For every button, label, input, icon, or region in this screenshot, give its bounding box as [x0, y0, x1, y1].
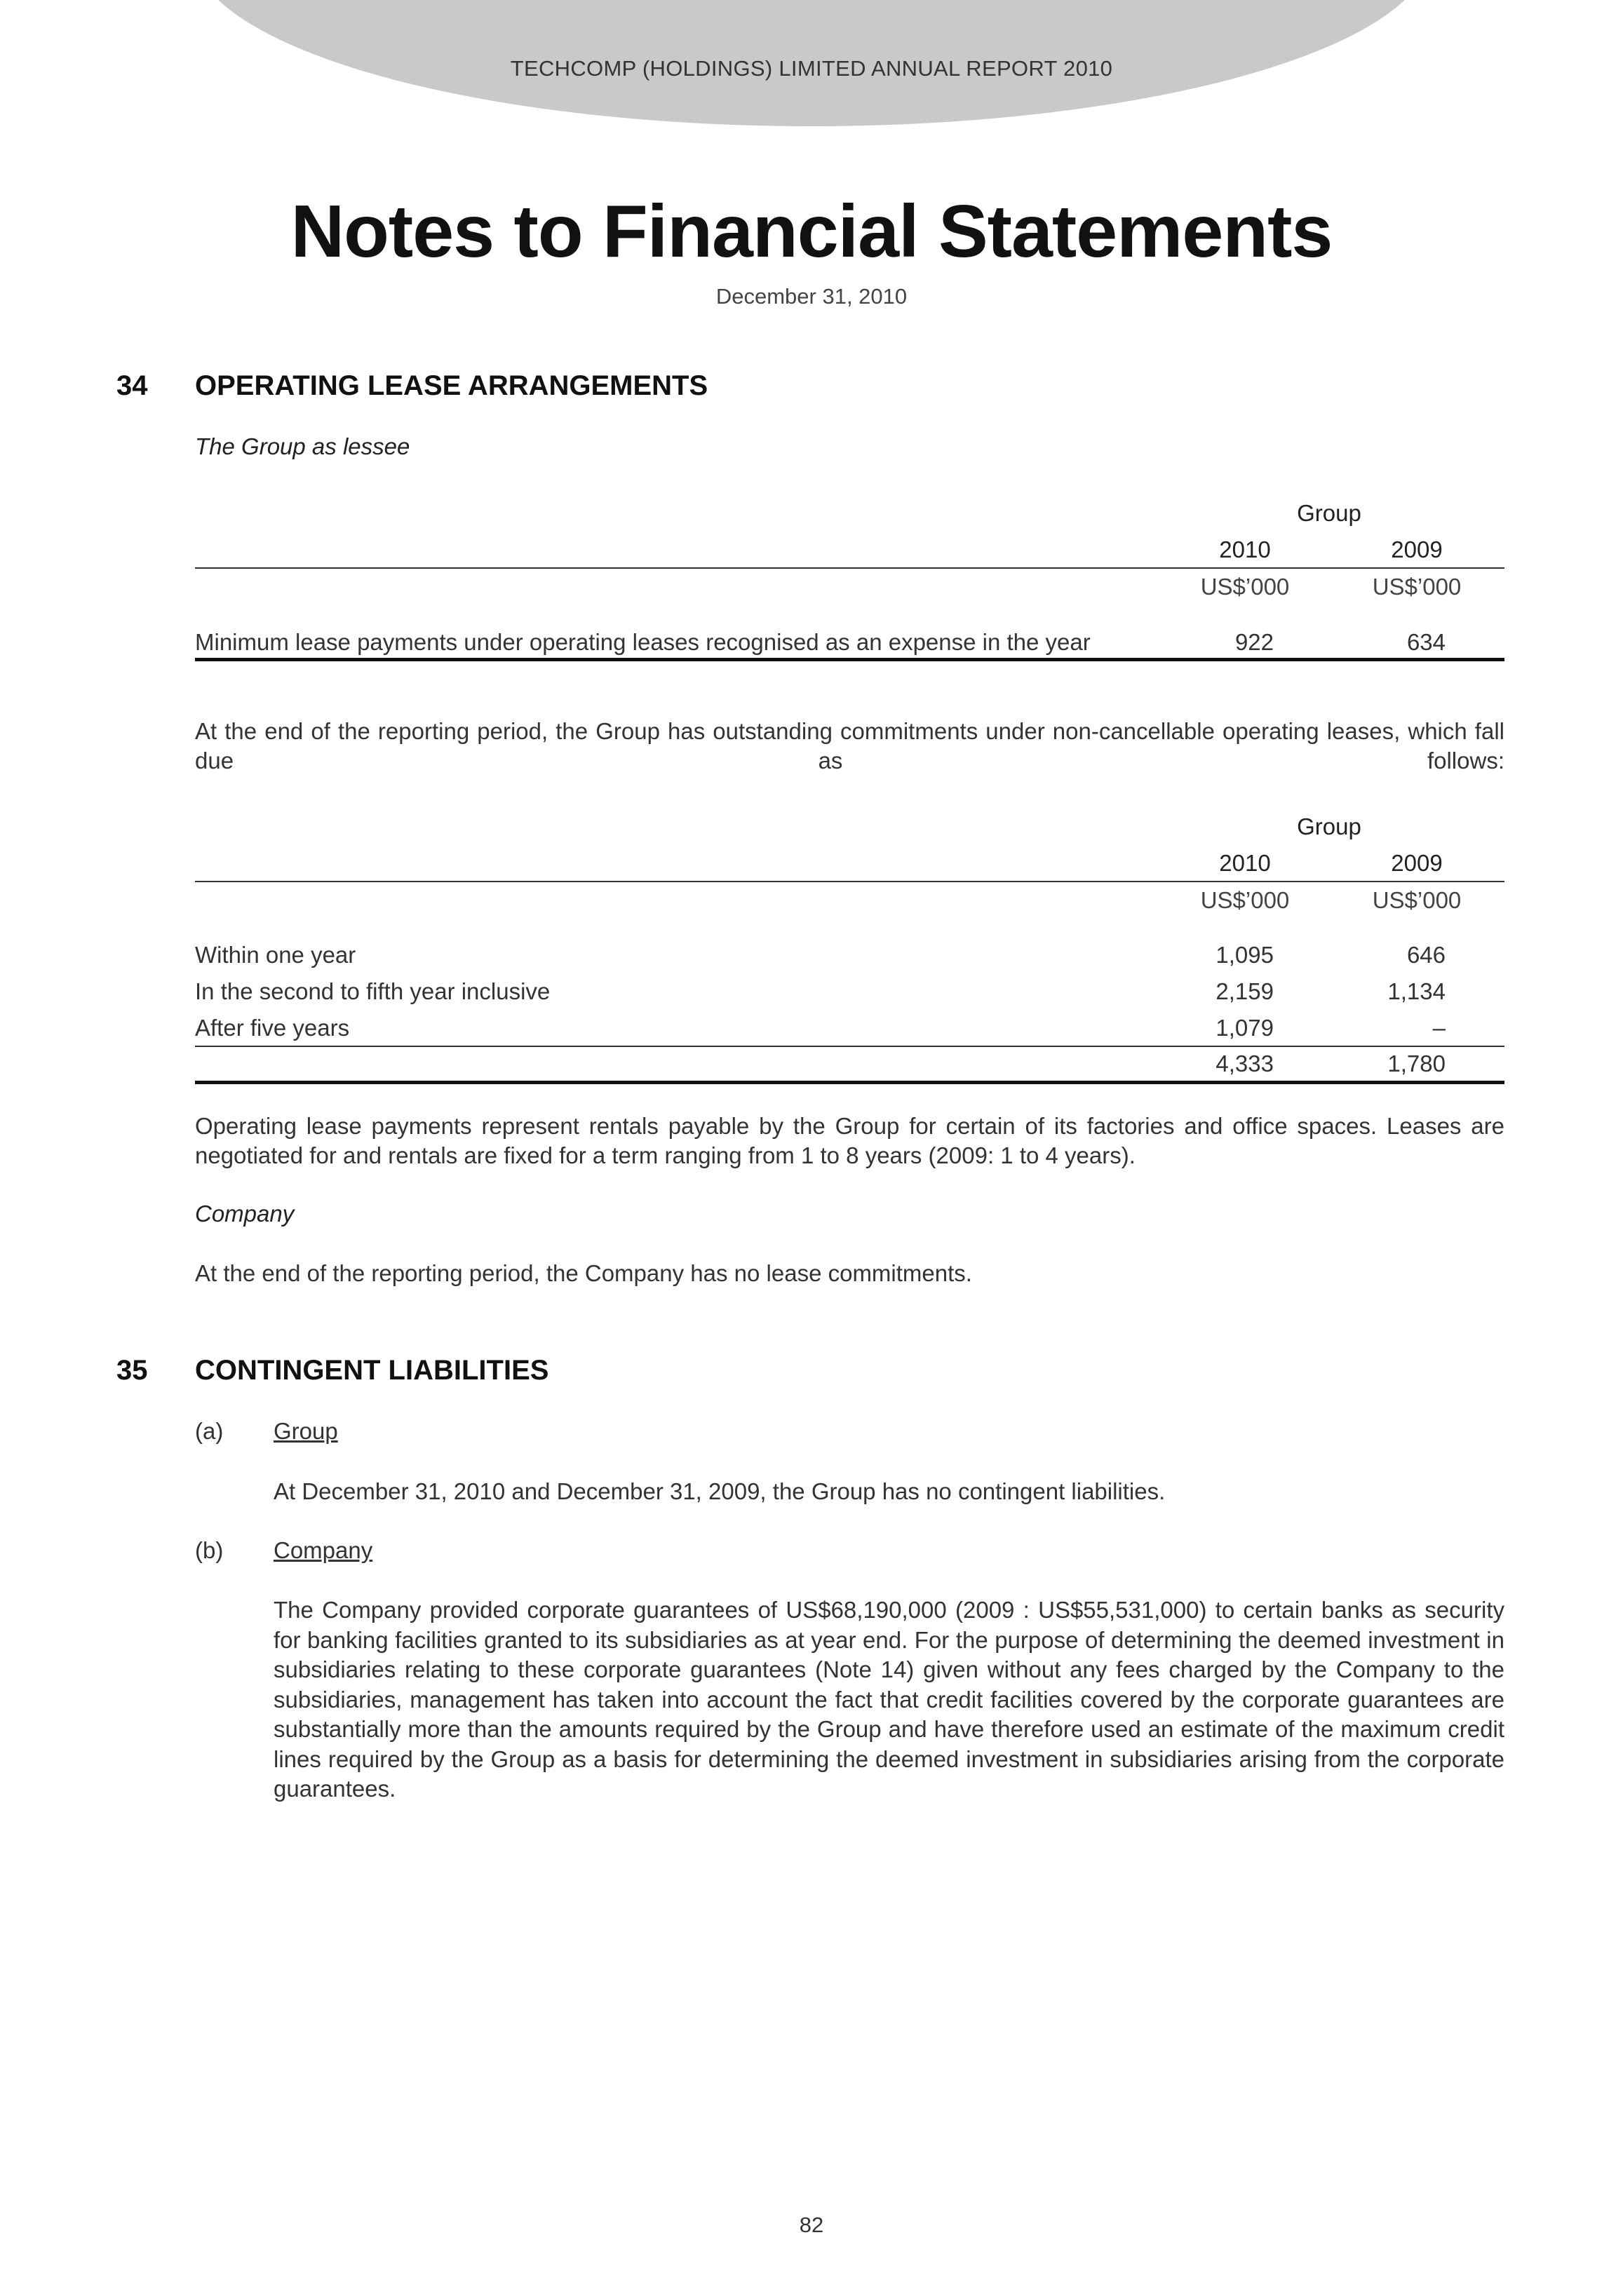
- table2-row-label: Within one year: [195, 942, 356, 968]
- table2-row-value-2009: –: [1432, 1015, 1446, 1041]
- section-34-title: OPERATING LEASE ARRANGEMENTS: [195, 370, 708, 401]
- commitments-intro-paragraph: At the end of the reporting period, the Group has outstanding commitments under non-cancellable operating leases, which fall due as follows:: [195, 718, 1504, 774]
- table2-row-label: In the second to fifth year inclusive: [195, 978, 551, 1004]
- item-a-heading: Group: [274, 1418, 338, 1444]
- table2-row-label: After five years: [195, 1015, 350, 1041]
- table2-row-value-2009: 646: [1406, 942, 1446, 968]
- table2-row-value-2010: 1,079: [1215, 1015, 1274, 1041]
- company-heading: Company: [195, 1201, 295, 1227]
- table1-row-label: Minimum lease payments under operating leases recognised as an expense in the year: [195, 629, 1091, 655]
- table1-unit-2009: US$’000: [1372, 574, 1462, 600]
- item-b-paragraph: The Company provided corporate guarantees of US$68,190,000 (2009 : US$55,531,000) to certain banks as security for banking facilities granted to its subsidiaries as at year end. For the purpose of determining the deemed investment in subsidiaries relating to these corporate guarantees (Note 14) given without any fees charged by the Company to the subsidiaries, management has taken into account the fact that credit facilities covered by the corporate guarantees are substantially more than the amounts required by the Group and have therefore used an estimate of the maximum credit lines required by the Group as a basis for determining the deemed investment in subsidiaries arising from the corporate guarantees.: [274, 1597, 1504, 1802]
- table1-group-label: Group: [1297, 500, 1361, 526]
- table1-year-2010: 2010: [1219, 536, 1271, 562]
- page-date: December 31, 2010: [715, 284, 908, 309]
- table2-year-2009: 2009: [1391, 850, 1443, 876]
- table2-total-2010: 4,333: [1215, 1051, 1274, 1076]
- item-b-heading: Company: [274, 1537, 373, 1563]
- section-34-number: 34: [116, 370, 148, 401]
- table1-unit-2010: US$’000: [1200, 574, 1290, 600]
- item-b-marker: (b): [195, 1537, 224, 1563]
- section-35-number: 35: [116, 1355, 148, 1386]
- item-a-paragraph: At December 31, 2010 and December 31, 2009, the Group has no contingent liabilities.: [274, 1478, 1166, 1504]
- table1-year-2009: 2009: [1391, 536, 1443, 562]
- page-number: 82: [799, 2213, 824, 2237]
- section-35-title: CONTINGENT LIABILITIES: [195, 1355, 549, 1386]
- table1-value-2010: 922: [1234, 629, 1274, 655]
- table2-total-2009: 1,780: [1387, 1051, 1446, 1076]
- table1-header-rule: [195, 567, 1504, 569]
- table2-group-label: Group: [1297, 813, 1361, 839]
- table2-bottom-rule: [195, 1081, 1504, 1084]
- table1-value-2009: 634: [1406, 629, 1446, 655]
- lease-payments-paragraph: Operating lease payments represent rentals payable by the Group for certain of its factories and office spaces. Leases are negotiated for and rentals are fixed for a term ranging from 1 to 8 years (2009: 1 to 4 years).: [195, 1113, 1504, 1168]
- table2-subtotal-rule: [195, 1046, 1504, 1047]
- table2-row-value-2010: 2,159: [1215, 978, 1274, 1004]
- table2-header-rule: [195, 881, 1504, 882]
- table2-unit-2009: US$’000: [1372, 887, 1462, 913]
- table2-year-2010: 2010: [1219, 850, 1271, 876]
- item-a-marker: (a): [195, 1418, 224, 1444]
- table2-unit-2010: US$’000: [1200, 887, 1290, 913]
- running-header: TECHCOMP (HOLDINGS) LIMITED ANNUAL REPORT 2010: [510, 56, 1113, 81]
- table2-row-value-2009: 1,134: [1387, 978, 1446, 1004]
- table1-bottom-rule: [195, 658, 1504, 661]
- page-title: Notes to Financial Statements: [290, 190, 1333, 273]
- table2-row-value-2010: 1,095: [1215, 942, 1274, 968]
- group-as-lessee-heading: The Group as lessee: [195, 433, 410, 459]
- company-lease-paragraph: At the end of the reporting period, the Company has no lease commitments.: [195, 1260, 972, 1286]
